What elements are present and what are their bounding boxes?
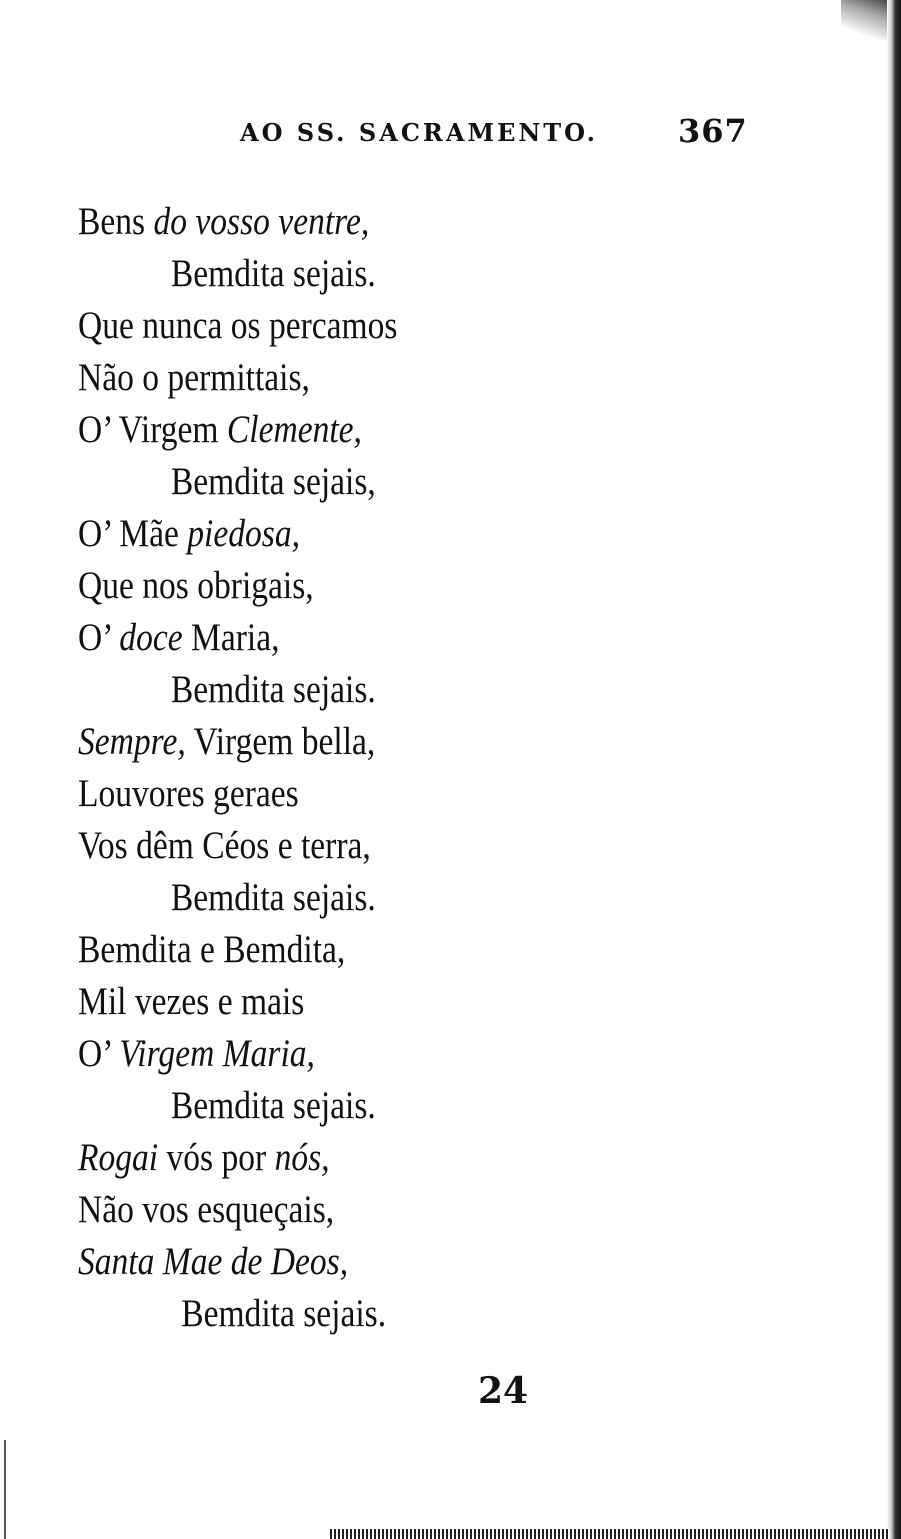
- verse-text-italic: piedosa,: [187, 512, 301, 555]
- verse-text: O’: [78, 616, 120, 659]
- verse-line: [78, 248, 397, 300]
- verse-line: [78, 1288, 397, 1340]
- verse-text: Bemdita sejais,: [170, 460, 376, 503]
- verse-line: [78, 820, 397, 872]
- page-number: 367: [678, 112, 748, 150]
- hymn-verses: [78, 196, 449, 1340]
- verse-text-italic: Clemente,: [226, 408, 362, 451]
- verse-line: [78, 560, 397, 612]
- verse-text: Bemdita sejais.: [170, 252, 376, 295]
- verse-text: O’ Mãe: [78, 512, 188, 555]
- verse-line: [78, 508, 397, 560]
- page-bottom-edge: [330, 1529, 890, 1539]
- verse-line: [78, 1028, 397, 1080]
- verse-text-italic: Virgem Maria,: [119, 1032, 315, 1075]
- verse-line: [78, 768, 397, 820]
- verse-text: Virgem bella,: [185, 720, 376, 763]
- verse-line: [78, 716, 397, 768]
- verse-line: [78, 612, 397, 664]
- verse-line: [78, 404, 397, 456]
- page-left-edge-mark: [4, 1440, 6, 1539]
- verse-line: [78, 196, 397, 248]
- verse-line: [78, 1184, 397, 1236]
- verse-text-italic: do vosso ventre,: [153, 200, 370, 243]
- verse-line: [78, 456, 397, 508]
- verse-text: Bemdita sejais.: [170, 876, 376, 919]
- verse-line: [78, 664, 397, 716]
- verse-text-italic: nós,: [274, 1136, 330, 1179]
- verse-text: Que nunca os percamos: [78, 304, 398, 347]
- verse-text: O’ Virgem: [78, 408, 227, 451]
- verse-line: [78, 1236, 397, 1288]
- verse-text: Mil vezes e mais: [78, 980, 305, 1023]
- verse-text-italic: doce: [119, 616, 183, 659]
- verse-text: Vos dêm Céos e terra,: [78, 824, 371, 867]
- verse-line: [78, 1132, 397, 1184]
- signature-mark: 24: [478, 1370, 529, 1412]
- verse-text: Que nos obrigais,: [78, 564, 314, 607]
- verse-text: Não o permittais,: [78, 356, 310, 399]
- verse-text: Não vos esqueçais,: [78, 1188, 335, 1231]
- verse-text: O’: [78, 1032, 120, 1075]
- verse-text: Bemdita sejais.: [181, 1292, 387, 1335]
- verse-text: Bemdita sejais.: [170, 1084, 376, 1127]
- verse-line: [78, 352, 397, 404]
- verse-text-italic: Sempre,: [78, 720, 186, 763]
- verse-text-italic: Santa Mae de Deos,: [78, 1240, 349, 1283]
- verse-line: [78, 300, 397, 352]
- verse-text: Maria,: [182, 616, 280, 659]
- verse-text: Louvores geraes: [78, 772, 299, 815]
- verse-text-italic: Rogai: [78, 1136, 159, 1179]
- verse-line: [78, 1080, 397, 1132]
- running-head: AO SS. SACRAMENTO.: [240, 118, 599, 147]
- verse-text: Bemdita e Bemdita,: [78, 928, 346, 971]
- page-binding-edge: [887, 0, 901, 1539]
- verse-line: [78, 976, 397, 1028]
- verse-text: vós por: [158, 1136, 275, 1179]
- verse-text: Bens: [78, 200, 154, 243]
- verse-line: [78, 924, 397, 976]
- verse-text: Bemdita sejais.: [170, 668, 376, 711]
- verse-line: [78, 872, 397, 924]
